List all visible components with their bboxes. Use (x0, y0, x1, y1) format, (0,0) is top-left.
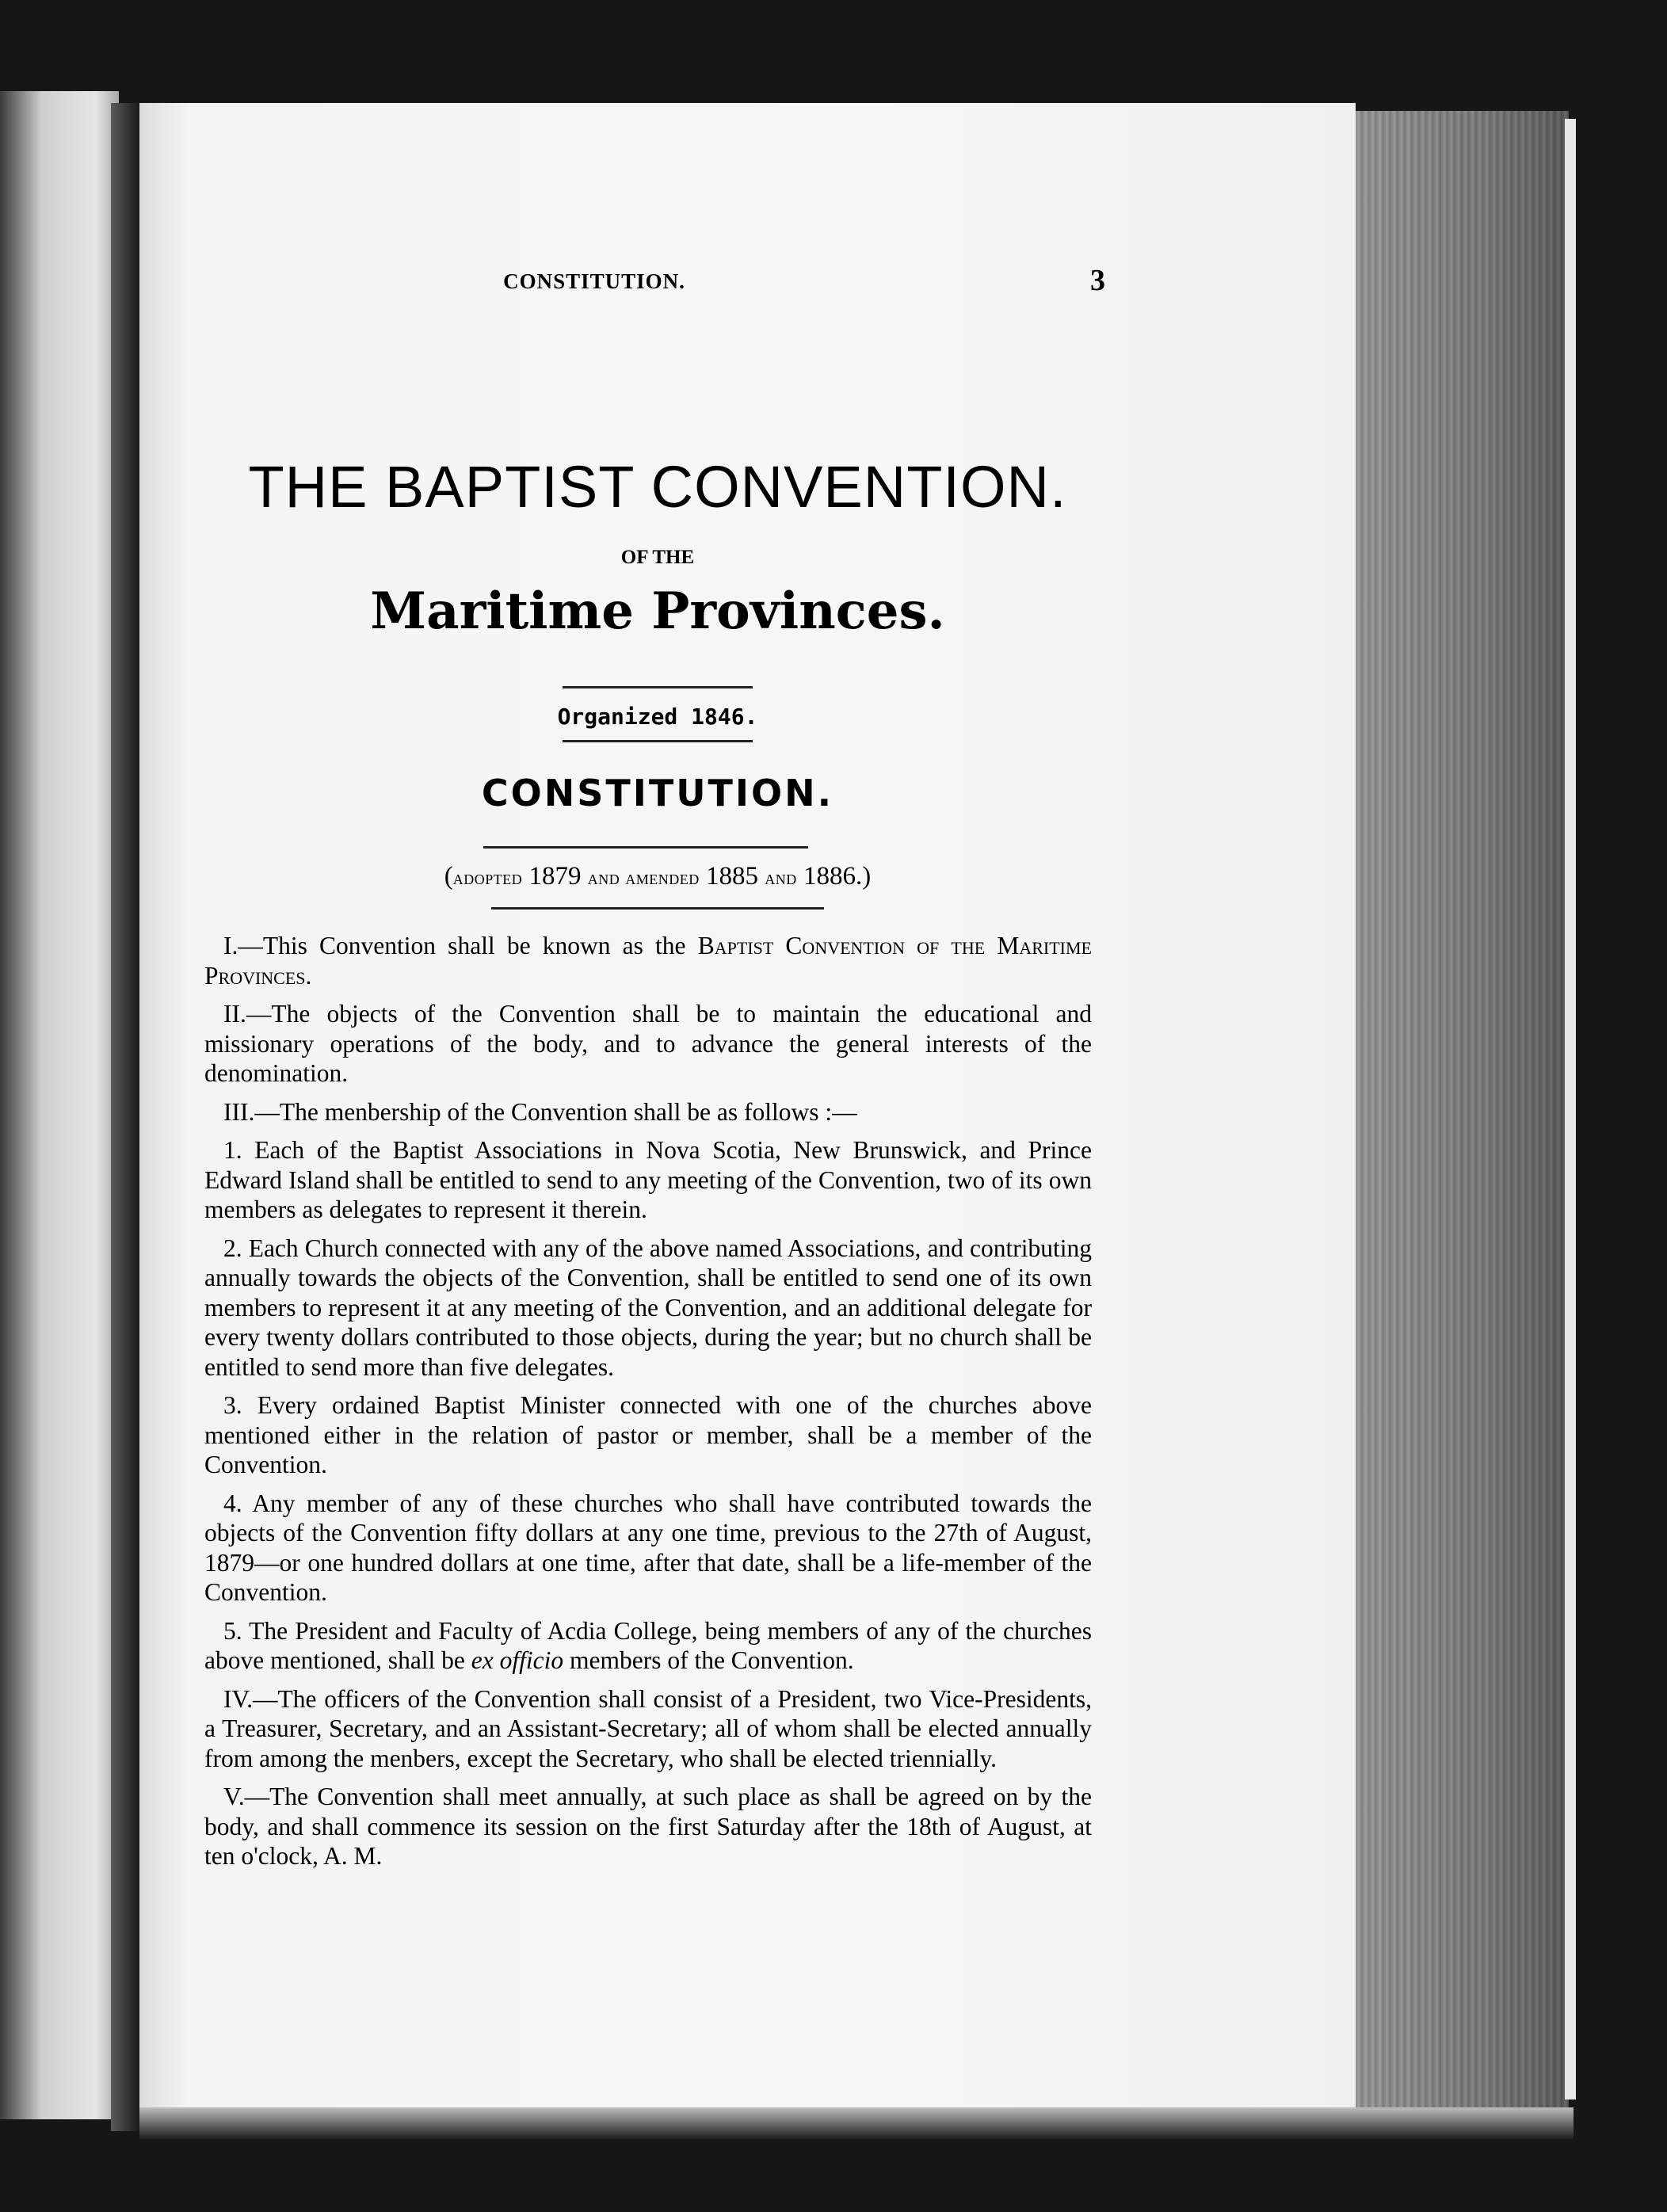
organized-date: Organized 1846. (557, 704, 758, 730)
title-connector: OF THE (620, 547, 695, 568)
amendment-year: 1885 (706, 862, 758, 891)
left-page-edge (0, 91, 119, 2119)
article-4: IV.—The officers of the Convention shall consist of a President, two Vice-Presidents, a Treasurer, Secretary, and an Assistant-Secretary; all of whom shall be elected annually from among the menbers, except the Secretary, who shall be elected triennially. (204, 1684, 1092, 1772)
amendment-word: and amended (587, 866, 700, 889)
adoption-word: adopted (452, 866, 523, 889)
convention-name: Baptist Convention of the Maritime Provinces. (204, 932, 1092, 990)
section-heading: CONSTITUTION. (481, 772, 834, 814)
latin-phrase: ex officio (471, 1646, 564, 1674)
membership-item-5-end: members of the Convention. (563, 1646, 854, 1674)
article-2: II.—The objects of the Convention shall be to maintain the educational and missionary operations of the body, and to advance the general interests of the denomination. (204, 1000, 1092, 1087)
article-5: V.—The Convention shall meet annually, at such place as shall be agreed on by the body, and shall commence its session on the first Saturday after the 18th of August, at ten o'clock, A. M. (204, 1783, 1092, 1870)
page-title: THE BAPTIST CONVENTION. (248, 454, 1067, 520)
adoption-paren: ( (444, 862, 453, 891)
membership-item-5-text: 5. The President and Faculty of Acdia College, being members of any of the churches above mentioned, shall be (204, 1616, 1092, 1674)
divider-rule (563, 740, 753, 742)
membership-item-5 (204, 1616, 1092, 1676)
page-stack-edges (1347, 111, 1569, 2107)
constitution-text (204, 931, 1092, 1880)
membership-item-3: 3. Every ordained Baptist Minister connected with one of the churches above mentioned either in the relation of pastor or member, shall be a member of the Convention. (204, 1391, 1092, 1478)
book-gutter (111, 103, 139, 2131)
membership-item-1: 1. Each of the Baptist Associations in Nova Scotia, New Brunswick, and Prince Edward Island shall be entitled to send to any meeting of the Convention, two of its own members as delegates to represent it therein. (204, 1136, 1092, 1223)
page-number: 3 (1090, 264, 1105, 297)
page-subtitle: Maritime Provinces. (370, 582, 945, 641)
conjunction-word: and (765, 866, 797, 889)
divider-rule (483, 846, 808, 849)
membership-item-4: 4. Any member of any of these churches who shall have contributed towards the objects of the Convention fifty dollars at any one time, previous to the 27th of August, 1879—or one hundred dollars at one time, after that date, shall be a life-member of the Convention. (204, 1489, 1092, 1606)
page-bottom-shadow (139, 2107, 1574, 2139)
adoption-note (206, 862, 1109, 891)
membership-item-2: 2. Each Church connected with any of the above named Associations, and contributing annually towards the objects of the Convention, shall be entitled to send one of its own members to represent it at any meeting of the Convention, and an additional delegate for every twenty dollars contributed to those objects, during the year; but no church shall be entitled to send more than five delegates. (204, 1234, 1092, 1381)
adoption-year: 1879 (528, 862, 582, 891)
article-3: III.—The menbership of the Convention shall be as follows :— (223, 1097, 857, 1126)
running-head: CONSTITUTION. (503, 269, 685, 293)
article-1 (204, 931, 1092, 990)
article-1-text: I.—This Convention shall be known as the (223, 932, 698, 959)
amendment-year-2: 1886.) (803, 862, 872, 891)
divider-rule (491, 907, 824, 910)
book-cover-edge (1565, 119, 1576, 2099)
divider-rule (563, 686, 753, 688)
